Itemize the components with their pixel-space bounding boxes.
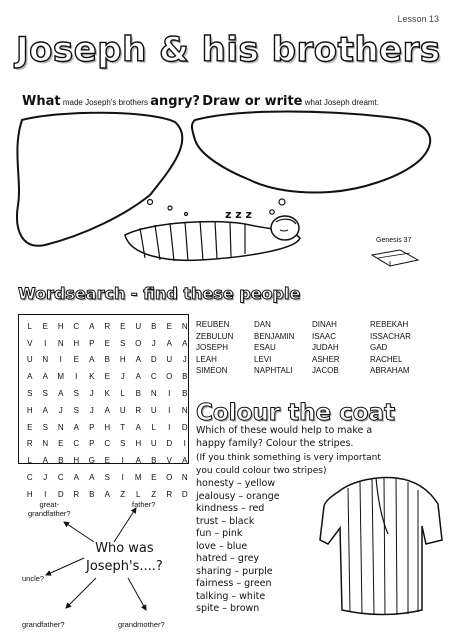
- wordsearch-letter: B: [89, 489, 95, 499]
- wordsearch-letter: S: [104, 473, 110, 483]
- wordsearch-name: DINAH: [312, 320, 337, 329]
- wordsearch-letter: N: [42, 355, 49, 365]
- wordsearch-letter: S: [120, 439, 126, 449]
- wordsearch-letter: B: [151, 321, 157, 331]
- wordsearch-letter: A: [135, 422, 141, 432]
- right-thought-bubble: [192, 112, 430, 193]
- wordsearch-letter: S: [73, 405, 79, 415]
- colour-instructions: [196, 425, 446, 450]
- wordsearch-letter: M: [134, 473, 142, 483]
- wordsearch-letter: D: [166, 439, 173, 449]
- wordsearch-letter: U: [119, 405, 126, 415]
- wordsearch-row: [22, 318, 193, 335]
- wordsearch-letter: I: [168, 405, 171, 415]
- bible-book-icon: [372, 250, 418, 266]
- wordsearch-letter: U: [135, 321, 142, 331]
- wordsearch-letter: G: [88, 456, 95, 466]
- wordsearch-name: LEVI: [254, 354, 272, 364]
- wordsearch-letter: I: [121, 456, 124, 466]
- colour-note-line: (If you think something is very important: [196, 453, 381, 463]
- wordsearch-name: JACOB: [312, 366, 339, 375]
- wordsearch-letter: A: [104, 489, 110, 499]
- wordsearch-name: JUDAH: [312, 343, 339, 352]
- bible-reference: Genesis 37: [376, 237, 412, 244]
- wordsearch-letter: D: [150, 355, 157, 365]
- wordsearch-letter: E: [42, 321, 48, 331]
- wordsearch-row: [22, 436, 193, 453]
- wordsearch-letter: P: [89, 338, 95, 348]
- lesson-number: Lesson 13: [397, 14, 439, 24]
- wordsearch-letter: E: [104, 372, 110, 382]
- family-question: [86, 540, 163, 576]
- wordsearch-letter: C: [73, 321, 80, 331]
- wordsearch-letter: B: [58, 456, 64, 466]
- wordsearch-letter: N: [181, 405, 188, 415]
- page-title: Joseph & his brothers: [16, 30, 441, 70]
- wordsearch-letter: N: [181, 473, 188, 483]
- wordsearch-letter: I: [168, 389, 171, 399]
- wordsearch-letter: J: [120, 372, 125, 382]
- wordsearch-name-list: [196, 320, 430, 377]
- wordsearch-letter: E: [151, 473, 157, 483]
- wordsearch-letter: E: [58, 439, 64, 449]
- wordsearch-name: DAN: [254, 320, 271, 329]
- wordsearch-row: [22, 452, 193, 469]
- great-grandfather-line: great-: [39, 500, 60, 509]
- wordsearch-letter: N: [57, 422, 64, 432]
- wordsearch-letter: N: [181, 321, 188, 331]
- wordsearch-letter: R: [166, 489, 173, 499]
- label-great-grandfather: [28, 500, 71, 518]
- wordsearch-letter: A: [58, 389, 64, 399]
- wordsearch-letter: Z: [151, 489, 157, 499]
- wordsearch-letter: S: [42, 422, 48, 432]
- wordsearch-letter: H: [57, 321, 64, 331]
- wordsearch-letter: U: [166, 355, 173, 365]
- label-uncle: uncle?: [22, 574, 45, 583]
- wordsearch-letter: O: [166, 372, 173, 382]
- colour-key-item: fairness – green: [196, 578, 272, 589]
- wordsearch-letter: A: [42, 372, 48, 382]
- wordsearch-letter: D: [181, 489, 188, 499]
- wordsearch-row: [22, 419, 193, 436]
- instruction-text-1: made Joseph's brothers: [62, 98, 148, 107]
- wordsearch-row: [22, 352, 193, 369]
- wordsearch-letter: V: [166, 456, 172, 466]
- wordsearch-letter: A: [104, 405, 110, 415]
- wordsearch-letter: B: [135, 389, 141, 399]
- wordsearch-letter: L: [151, 422, 156, 432]
- wordsearch-letter: C: [73, 439, 80, 449]
- wordsearch-letter: R: [135, 405, 142, 415]
- wordsearch-name: LEAH: [196, 354, 217, 364]
- instruction-what: What: [22, 94, 61, 109]
- wordsearch-letter: A: [182, 456, 188, 466]
- wordsearch-letter: B: [182, 372, 188, 382]
- wordsearch-name: ZEBULUN: [196, 331, 234, 341]
- wordsearch-letter: B: [182, 389, 188, 399]
- wordsearch-letter: S: [27, 389, 33, 399]
- great-grandfather-line: grandfather?: [28, 509, 71, 518]
- wordsearch-letter: E: [104, 338, 110, 348]
- wordsearch-name: ISAAC: [312, 331, 337, 341]
- instruction-angry: angry?: [150, 94, 200, 109]
- wordsearch-letter: U: [150, 439, 157, 449]
- family-question-line: Who was: [95, 541, 154, 556]
- colour-key-item: honesty – yellow: [196, 478, 276, 489]
- wordsearch-letter: A: [89, 473, 95, 483]
- wordsearch-letter: C: [104, 439, 111, 449]
- instruction-line: [22, 94, 379, 109]
- wordsearch-letter: E: [73, 355, 79, 365]
- colour-note-line: you could colour two stripes): [196, 465, 327, 476]
- wordsearch-row: [22, 368, 193, 385]
- colour-key-item: fun – pink: [196, 528, 243, 539]
- wordsearch-letter: S: [120, 338, 126, 348]
- wordsearch-letter: J: [89, 405, 94, 415]
- wordsearch-row: [22, 335, 193, 352]
- colour-key-list: [196, 478, 280, 616]
- wordsearch-letter: A: [135, 372, 141, 382]
- label-father: father?: [132, 500, 156, 509]
- wordsearch-letter: V: [27, 338, 33, 348]
- wordsearch-letter: S: [42, 389, 48, 399]
- wordsearch-letter: A: [166, 338, 172, 348]
- wordsearch-letter: C: [150, 372, 157, 382]
- wordsearch-letter: B: [151, 456, 157, 466]
- wordsearch-name: GAD: [370, 343, 388, 352]
- wordsearch-letter: I: [59, 355, 62, 365]
- label-grandmother: grandmother?: [118, 620, 165, 629]
- snore-text: z z z: [225, 208, 252, 221]
- wordsearch-letter: L: [136, 489, 141, 499]
- wordsearch-letter: J: [182, 355, 187, 365]
- wordsearch-letter: T: [120, 422, 126, 432]
- wordsearch-letter: J: [43, 473, 48, 483]
- label-grandfather: grandfather?: [22, 620, 65, 629]
- colour-key-item: talking – white: [196, 590, 266, 602]
- wordsearch-letter: N: [57, 338, 64, 348]
- wordsearch-letter: A: [42, 456, 48, 466]
- wordsearch-title: Wordsearch - find these people: [18, 284, 301, 303]
- wordsearch-letter: R: [73, 489, 80, 499]
- wordsearch-letter: C: [57, 473, 64, 483]
- wordsearch-letter: J: [89, 389, 94, 399]
- wordsearch-letter: U: [150, 405, 157, 415]
- wordsearch-name: ABRAHAM: [370, 366, 410, 375]
- wordsearch-letter: S: [73, 389, 79, 399]
- colour-key-item: hatred – grey: [196, 553, 260, 564]
- wordsearch-letter: A: [135, 456, 141, 466]
- wordsearch-name: ASHER: [312, 354, 340, 364]
- wordsearch-letter: A: [182, 338, 188, 348]
- wordsearch-letter: M: [57, 372, 65, 382]
- wordsearch-letter: B: [104, 355, 110, 365]
- wordsearch-name: SIMEON: [196, 366, 228, 375]
- wordsearch-letter: Z: [120, 489, 126, 499]
- wordsearch-letter: R: [26, 439, 33, 449]
- wordsearch-letter: A: [42, 405, 48, 415]
- wordsearch-letter: P: [89, 439, 95, 449]
- wordsearch-letter: H: [26, 489, 33, 499]
- wordsearch-letter: P: [89, 422, 95, 432]
- colour-key-item: kindness – red: [196, 503, 265, 514]
- wordsearch-letter: L: [27, 321, 32, 331]
- coat-illustration: [318, 470, 446, 620]
- wordsearch-letter: I: [168, 422, 171, 432]
- wordsearch-name: NAPHTALI: [254, 366, 293, 375]
- wordsearch-letter: I: [121, 473, 124, 483]
- family-question-line: Joseph's....?: [86, 559, 163, 574]
- wordsearch-letter: N: [150, 389, 157, 399]
- wordsearch-letter: A: [27, 372, 33, 382]
- colour-coat-title: Colour the coat: [196, 400, 396, 426]
- wordsearch-name: RACHEL: [370, 354, 403, 364]
- wordsearch-letter: K: [89, 372, 95, 382]
- wordsearch-letter: H: [73, 338, 80, 348]
- dream-illustration: [0, 110, 453, 280]
- wordsearch-letter: A: [73, 422, 79, 432]
- wordsearch-letter: D: [57, 489, 64, 499]
- wordsearch-letter: H: [73, 456, 80, 466]
- wordsearch-letter: O: [135, 338, 142, 348]
- wordsearch-letter: E: [120, 321, 126, 331]
- wordsearch-letter: U: [26, 355, 33, 365]
- wordsearch-letter: E: [166, 321, 172, 331]
- wordsearch-letter: C: [26, 473, 33, 483]
- instruction-text-2: what Joseph dreamt.: [304, 98, 379, 107]
- wordsearch-name: JOSEPH: [196, 343, 229, 352]
- wordsearch-letter: L: [120, 389, 125, 399]
- wordsearch-letter: N: [42, 439, 49, 449]
- wordsearch-letter: J: [151, 338, 156, 348]
- wordsearch-letter: E: [27, 422, 33, 432]
- wordsearch-letter: J: [58, 405, 63, 415]
- wordsearch-letter: I: [44, 338, 47, 348]
- wordsearch-name: REBEKAH: [370, 320, 409, 329]
- wordsearch-letter: A: [135, 355, 141, 365]
- wordsearch-letter: R: [104, 321, 111, 331]
- wordsearch-row: [22, 402, 193, 419]
- colour-instruction-line: Which of these would help to make a: [196, 425, 373, 436]
- wordsearch-letter: H: [26, 405, 33, 415]
- wordsearch-name: ISSACHAR: [370, 331, 411, 341]
- wordsearch-letter: H: [104, 422, 111, 432]
- wordsearch-row: [22, 385, 193, 402]
- sleeping-joseph-drawing: [125, 216, 300, 261]
- colour-key-item: trust – black: [196, 515, 255, 527]
- wordsearch-letter: D: [181, 422, 188, 432]
- wordsearch-name: ESAU: [254, 343, 276, 352]
- wordsearch-letter: I: [75, 372, 78, 382]
- colour-key-item: spite – brown: [196, 603, 260, 614]
- wordsearch-letter: H: [119, 355, 126, 365]
- wordsearch-letter: L: [27, 456, 32, 466]
- wordsearch-letter: A: [73, 473, 79, 483]
- colour-instruction-line: happy family? Colour the stripes.: [196, 437, 354, 449]
- wordsearch-letter: I: [44, 489, 47, 499]
- wordsearch-letter: A: [89, 321, 95, 331]
- wordsearch-name: BENJAMIN: [254, 331, 295, 341]
- colour-key-item: jealousy – orange: [196, 490, 280, 502]
- wordsearch-letter: K: [104, 389, 110, 399]
- instruction-draw-write: Draw or write: [202, 94, 303, 109]
- wordsearch-letter: I: [183, 439, 186, 449]
- wordsearch-name: REUBEN: [196, 320, 230, 329]
- wordsearch-letter: H: [135, 439, 142, 449]
- wordsearch-letter: E: [104, 456, 110, 466]
- wordsearch-letter: O: [166, 473, 173, 483]
- colour-key-item: love – blue: [196, 540, 248, 552]
- wordsearch-letter: A: [89, 355, 95, 365]
- colour-key-item: sharing – purple: [196, 565, 273, 577]
